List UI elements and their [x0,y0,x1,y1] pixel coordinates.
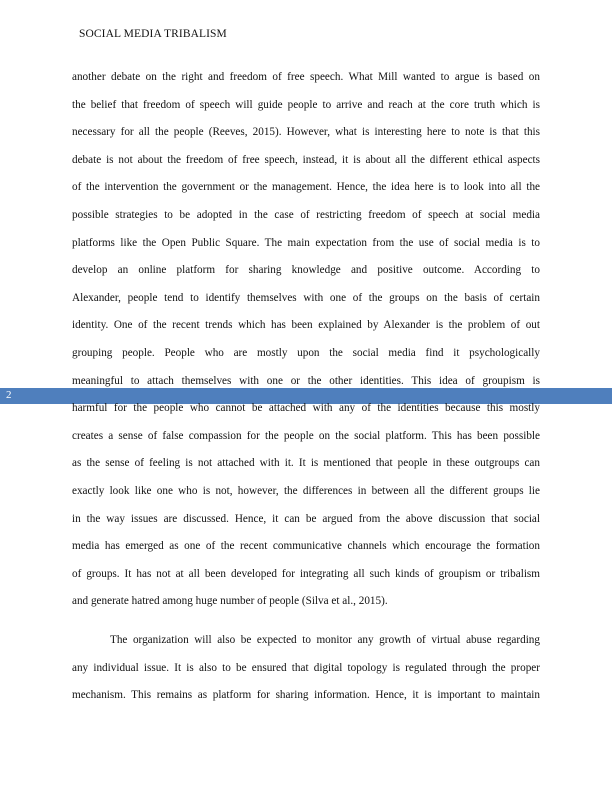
text-line: grouping people. People who are mostly upon the social media find it psychologically [72,346,540,359]
text-line: exactly look like one who is not, however, the differences in between all the different groups lie [72,484,540,497]
text-line: The organization will also be expected to monitor any growth of virtual abuse regarding [110,634,540,646]
text-line: the belief that freedom of speech will guide people to arrive and reach at the core truth which is [72,98,540,111]
text-line: of groups. It has not at all been developed for integrating all such kinds of groupism or tribalism [72,567,540,580]
text-line: any individual issue. It is also to be ensured that digital topology is regulated through the proper [72,661,540,674]
text-line: as the sense of feeling is not attached with it. It is mentioned that people in these outgroups can [72,457,540,470]
text-line: mechanism. This remains as platform for sharing information. Hence, it is important to maintain [72,689,540,702]
text-line: meaningful to attach themselves with one or the other identities. This idea of groupism is [72,374,540,387]
running-head: SOCIAL MEDIA TRIBALISM [79,28,227,40]
text-line: harmful for the people who cannot be attached with any of the identities because this mostly [72,402,540,415]
text-line: media has emerged as one of the recent communicative channels which encourage the formation [72,540,540,553]
text-line: debate is not about the freedom of free speech, instead, it is about all the different ethical aspects [72,153,540,166]
text-line: another debate on the right and freedom of free speech. What Mill wanted to argue is based on [72,71,540,83]
text-line: platforms like the Open Public Square. The main expectation from the use of social media is to [72,236,540,249]
text-line: identity. One of the recent trends which has been explained by Alexander is the problem of out [72,319,540,332]
text-line: of the intervention the government or the management. Hence, the idea here is to look into all the [72,181,540,194]
text-line: in the way issues are discussed. Hence, it can be argued from the above discussion that social [72,512,540,525]
text-line: Alexander, people tend to identify themselves with one of the groups on the basis of certain [72,291,540,304]
body-paragraph-2 [72,632,540,715]
text-line: develop an online platform for sharing knowledge and positive outcome. According to [72,264,540,277]
page-number: 2 [6,389,12,401]
body-paragraph-1 [72,69,540,621]
text-line: and generate hatred among huge number of people (Silva et al., 2015). [72,595,388,608]
text-line: creates a sense of false compassion for the people on the social platform. This has been possible [72,429,540,442]
text-line: possible strategies to be adopted in the case of restricting freedom of speech at social media [72,208,540,221]
text-line: necessary for all the people (Reeves, 2015). However, what is interesting here to note is that this [72,126,540,139]
